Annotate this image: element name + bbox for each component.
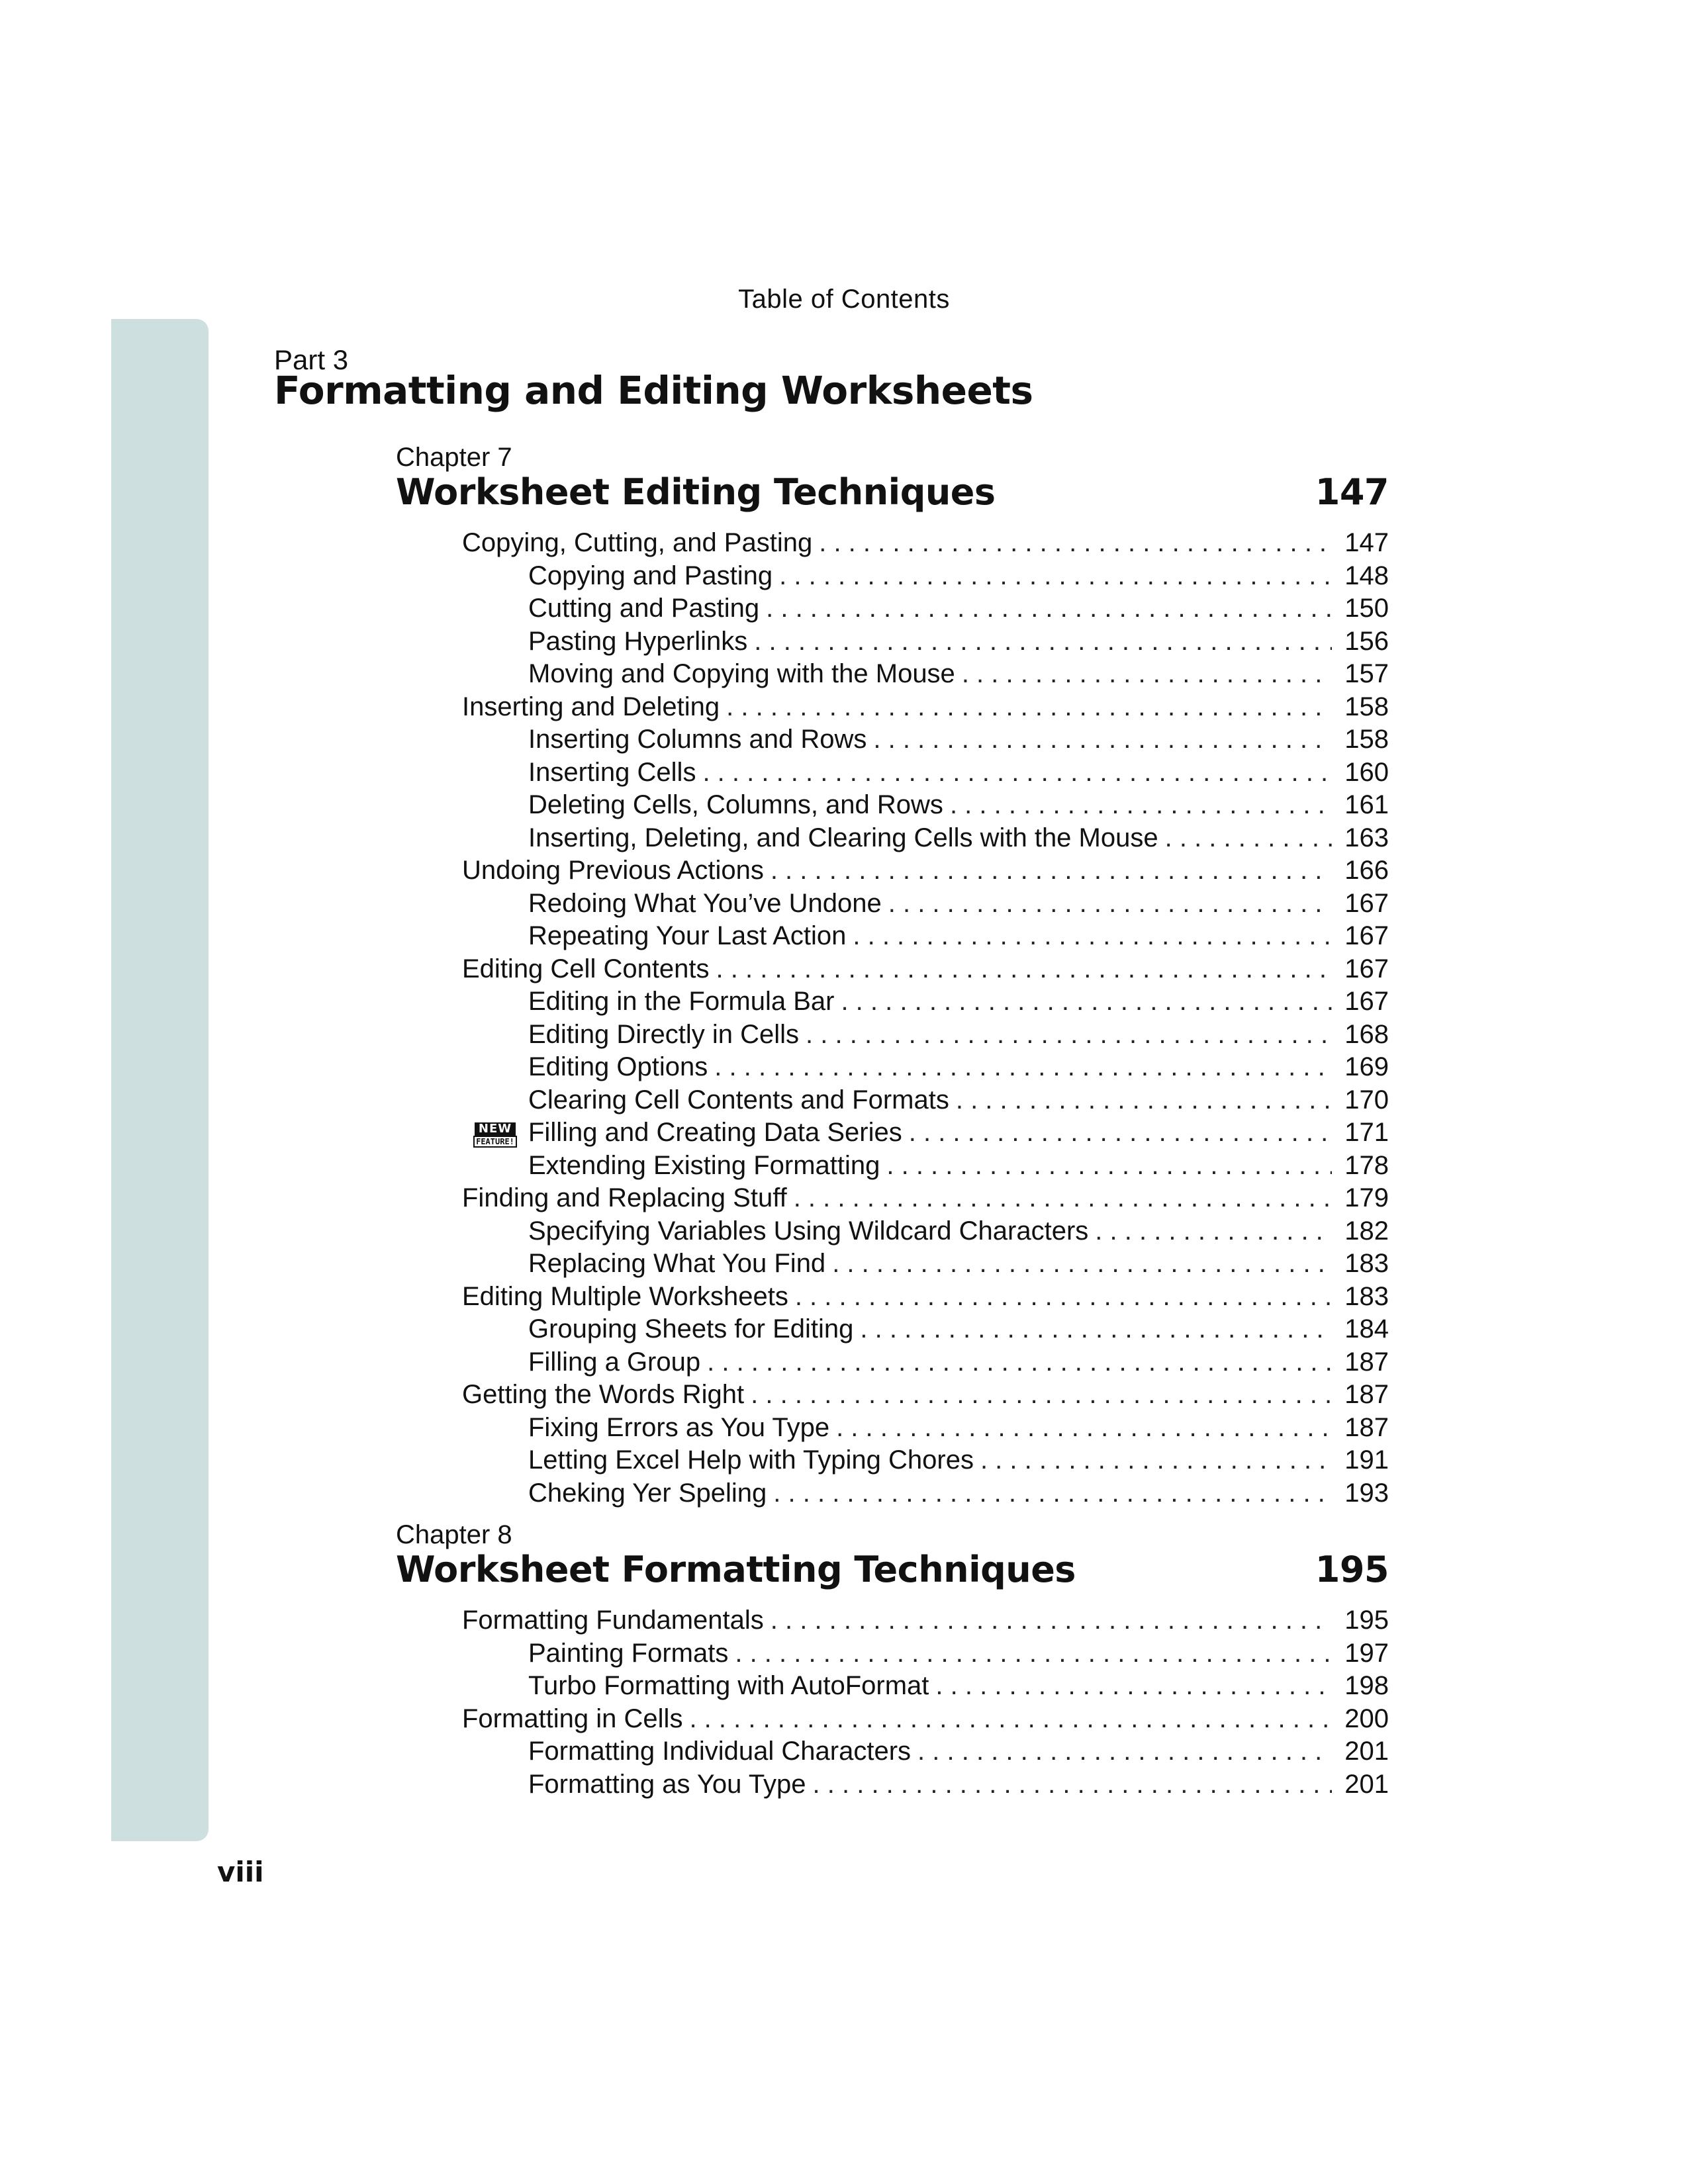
toc-entry-page: 193	[1344, 1478, 1389, 1508]
toc-entry-page: 170	[1344, 1085, 1389, 1115]
toc-entry[interactable]	[396, 1670, 1389, 1703]
toc-entry[interactable]	[396, 1379, 1389, 1412]
toc-entry-title: Turbo Formatting with AutoFormat	[528, 1671, 929, 1700]
toc-entry-page: 148	[1344, 561, 1389, 590]
toc-entry-page: 200	[1344, 1704, 1389, 1733]
toc-entry[interactable]	[396, 1150, 1389, 1183]
toc-entry-title: Repeating Your Last Action	[528, 921, 847, 950]
dot-leader	[873, 723, 1332, 756]
toc-entry-title: Filling and Creating Data Series	[528, 1118, 902, 1147]
toc-entry-title: Fixing Errors as You Type	[528, 1412, 830, 1442]
toc-entry-title: Cutting and Pasting	[528, 594, 760, 623]
toc-entry-page: 150	[1344, 594, 1389, 623]
toc-entry-page: 160	[1344, 757, 1389, 787]
toc-entry-page: 167	[1344, 954, 1389, 983]
toc-entry-page: 191	[1344, 1445, 1389, 1475]
toc-entry-title: Grouping Sheets for Editing	[528, 1314, 854, 1343]
chapter-7-block	[396, 442, 1389, 1510]
toc-entry[interactable]	[396, 789, 1389, 822]
toc-entry-title: Deleting Cells, Columns, and Rows	[528, 790, 943, 819]
dot-leader	[714, 1051, 1332, 1084]
toc-entry[interactable]	[396, 953, 1389, 986]
dot-leader	[754, 625, 1332, 659]
chapter-8-block	[396, 1520, 1389, 1801]
toc-entry-title: Redoing What You’ve Undone	[528, 888, 882, 918]
toc-entry[interactable]	[396, 625, 1389, 659]
toc-entry-page: 157	[1344, 659, 1389, 688]
toc-entry-title: Editing Cell Contents	[462, 954, 710, 983]
toc-entry[interactable]	[396, 822, 1389, 855]
toc-entry-page: 197	[1344, 1638, 1389, 1668]
toc-entry-page: 178	[1344, 1150, 1389, 1180]
dot-leader	[806, 1019, 1332, 1052]
toc-entry-page: 184	[1344, 1314, 1389, 1343]
chapter-title: Worksheet Editing Techniques	[396, 471, 996, 513]
toc-entry-page: 158	[1344, 692, 1389, 721]
dot-leader	[813, 1768, 1332, 1801]
toc-entry[interactable]	[396, 1215, 1389, 1248]
toc-entry-title: Copying, Cutting, and Pasting	[462, 528, 813, 557]
toc-entry-page: 156	[1344, 626, 1389, 656]
toc-entry-page: 198	[1344, 1671, 1389, 1700]
toc-entry[interactable]	[396, 887, 1389, 921]
toc-entry-title: Replacing What You Find	[528, 1249, 826, 1278]
toc-entry-page: 171	[1344, 1118, 1389, 1147]
toc-entry[interactable]	[396, 1735, 1389, 1768]
toc-entry-title: Extending Existing Formatting	[528, 1150, 880, 1180]
toc-entry-page: 166	[1344, 856, 1389, 885]
toc-entry-title: Formatting as You Type	[528, 1769, 806, 1799]
dot-leader	[726, 691, 1332, 724]
toc-entry[interactable]	[396, 1768, 1389, 1801]
toc-entry-page: 183	[1344, 1281, 1389, 1311]
toc-entry-title: Editing Directly in Cells	[528, 1019, 800, 1049]
toc-entry-title: Cheking Yer Speling	[528, 1478, 767, 1508]
toc-entry-page: 167	[1344, 921, 1389, 950]
dot-leader	[950, 789, 1332, 822]
toc-list	[396, 527, 1389, 1510]
dot-leader	[751, 1379, 1332, 1412]
dot-leader	[707, 1346, 1332, 1379]
toc-entry-title: Formatting in Cells	[462, 1704, 683, 1733]
toc-entry[interactable]	[396, 1444, 1389, 1477]
toc-entry[interactable]	[396, 1477, 1389, 1510]
toc-entry-page: 163	[1344, 823, 1389, 852]
toc-entry[interactable]	[396, 1182, 1389, 1215]
toc-entry-page: 167	[1344, 888, 1389, 918]
toc-entry-title: Inserting Cells	[528, 757, 696, 787]
toc-entry[interactable]	[396, 1051, 1389, 1084]
dot-leader	[735, 1637, 1332, 1670]
toc-entry-page: 201	[1344, 1737, 1389, 1766]
dot-leader	[819, 527, 1332, 560]
toc-entry-title: Letting Excel Help with Typing Chores	[528, 1445, 974, 1475]
dot-leader	[779, 560, 1332, 593]
toc-entry-page: 195	[1344, 1606, 1389, 1635]
toc-entry-title: Specifying Variables Using Wildcard Characters	[528, 1216, 1089, 1246]
toc-entry[interactable]	[396, 658, 1389, 691]
toc-entry-title: Formatting Fundamentals	[462, 1606, 764, 1635]
toc-entry[interactable]	[396, 1604, 1389, 1637]
toc-entry-title: Inserting, Deleting, and Clearing Cells with the Mouse	[528, 823, 1158, 852]
toc-entry-title: Getting the Words Right	[462, 1380, 745, 1409]
new-feature-icon	[474, 1122, 516, 1148]
chapter-label: Chapter 7	[396, 443, 512, 472]
toc-entry-page: 168	[1344, 1019, 1389, 1049]
dot-leader	[980, 1444, 1332, 1477]
dot-leader	[771, 854, 1332, 887]
toc-entry-title: Editing in the Formula Bar	[528, 987, 835, 1016]
dot-leader	[956, 1084, 1332, 1117]
toc-entry-title: Editing Options	[528, 1052, 708, 1081]
toc-entry[interactable]	[396, 920, 1389, 953]
toc-entry-page: 169	[1344, 1052, 1389, 1081]
dot-leader	[832, 1248, 1332, 1281]
toc-entry-page: 179	[1344, 1183, 1389, 1212]
new-feature-badge-line2: FEATURE!	[473, 1136, 517, 1148]
toc-entry-title: Painting Formats	[528, 1638, 729, 1668]
toc-entry-title: Clearing Cell Contents and Formats	[528, 1085, 949, 1115]
toc-entry[interactable]	[396, 756, 1389, 790]
toc-entry[interactable]	[396, 1248, 1389, 1281]
toc-entry[interactable]	[396, 592, 1389, 625]
dot-leader	[888, 887, 1332, 921]
toc-entry[interactable]	[396, 1703, 1389, 1736]
toc-entry-title: Pasting Hyperlinks	[528, 626, 748, 656]
dot-leader	[1165, 822, 1332, 855]
dot-leader	[853, 920, 1332, 953]
running-head: Table of Contents	[738, 285, 950, 314]
toc-entry-title: Finding and Replacing Stuff	[462, 1183, 787, 1212]
dot-leader	[771, 1604, 1332, 1637]
toc-entry-page: 201	[1344, 1769, 1389, 1799]
toc-entry[interactable]	[396, 1281, 1389, 1314]
toc-entry[interactable]	[396, 1019, 1389, 1052]
toc-entry-title: Filling a Group	[528, 1347, 701, 1377]
toc-entry-page: 187	[1344, 1412, 1389, 1442]
toc-entry[interactable]	[396, 691, 1389, 724]
toc-entry-title: Undoing Previous Actions	[462, 856, 764, 885]
toc-entry[interactable]	[396, 854, 1389, 887]
toc-entry-page: 147	[1344, 528, 1389, 557]
dot-leader	[841, 985, 1332, 1019]
dot-leader	[716, 953, 1332, 986]
toc-entry-page: 187	[1344, 1380, 1389, 1409]
toc-entry[interactable]	[396, 1313, 1389, 1346]
dot-leader	[794, 1182, 1332, 1215]
dot-leader	[766, 592, 1332, 625]
toc-entry-page: 167	[1344, 987, 1389, 1016]
toc-entry-title: Formatting Individual Characters	[528, 1737, 912, 1766]
toc-entry-title: Moving and Copying with the Mouse	[528, 659, 955, 688]
part-label: Part 3	[274, 344, 349, 375]
dot-leader	[795, 1281, 1332, 1314]
part-title: Formatting and Editing Worksheets	[274, 368, 1033, 413]
dot-leader	[836, 1412, 1332, 1445]
toc-entry[interactable]	[396, 723, 1389, 756]
toc-entry[interactable]	[396, 985, 1389, 1019]
toc-entry-page: 187	[1344, 1347, 1389, 1377]
toc-entry[interactable]	[396, 1346, 1389, 1379]
dot-leader	[1095, 1215, 1332, 1248]
toc-entry-title: Inserting Columns and Rows	[528, 725, 867, 754]
toc-list	[396, 1604, 1389, 1801]
toc-entry[interactable]	[396, 1116, 1389, 1150]
dot-leader	[773, 1477, 1332, 1510]
toc-entry-title: Inserting and Deleting	[462, 692, 720, 721]
toc-entry[interactable]	[396, 1084, 1389, 1117]
dot-leader	[886, 1150, 1332, 1183]
toc-entry[interactable]	[396, 1637, 1389, 1670]
chapter-heading[interactable]	[396, 473, 1389, 512]
toc-entry-page: 161	[1344, 790, 1389, 819]
chapter-title: Worksheet Formatting Techniques	[396, 1549, 1076, 1590]
new-feature-badge-line1: NEW	[475, 1122, 516, 1136]
toc-entry-page: 183	[1344, 1249, 1389, 1278]
dot-leader	[909, 1116, 1332, 1150]
chapter-page: 147	[1315, 471, 1389, 513]
toc-entry-title: Editing Multiple Worksheets	[462, 1281, 788, 1311]
toc-entry-page: 182	[1344, 1216, 1389, 1246]
page-number: viii	[217, 1856, 264, 1888]
dot-leader	[860, 1313, 1332, 1346]
dot-leader	[689, 1703, 1332, 1736]
chapter-page: 195	[1315, 1549, 1389, 1590]
dot-leader	[917, 1735, 1332, 1768]
chapter-heading[interactable]	[396, 1550, 1389, 1590]
dot-leader	[935, 1670, 1332, 1703]
sidebar-color-bar	[111, 319, 209, 1841]
toc-entry-page: 158	[1344, 725, 1389, 754]
toc-entry-title: Copying and Pasting	[528, 561, 773, 590]
dot-leader	[702, 756, 1332, 790]
dot-leader	[962, 658, 1332, 691]
toc-entry[interactable]	[396, 560, 1389, 593]
toc-entry[interactable]	[396, 527, 1389, 560]
toc-entry[interactable]	[396, 1412, 1389, 1445]
chapter-label: Chapter 8	[396, 1520, 512, 1549]
